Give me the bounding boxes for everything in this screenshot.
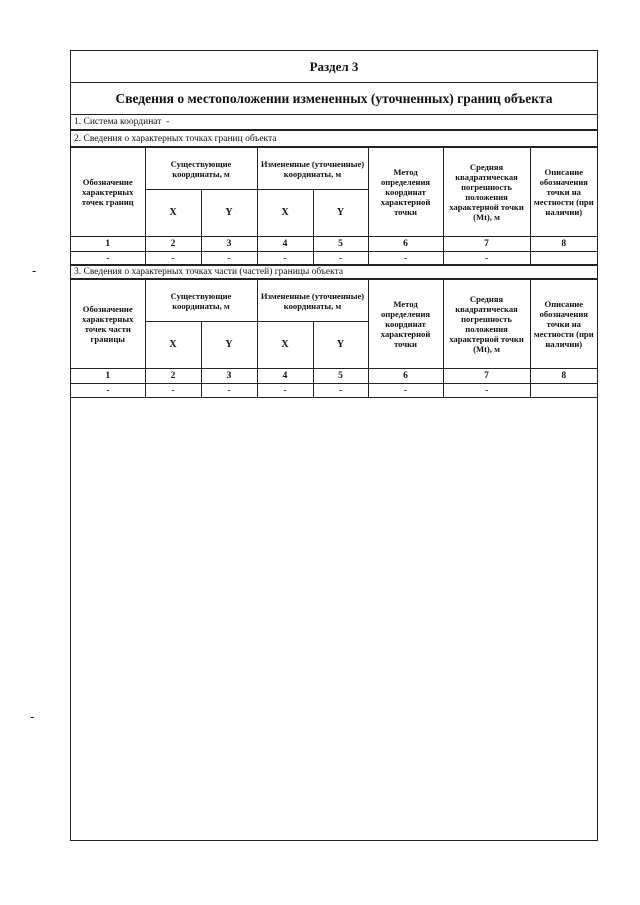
header-existing-y: Y [201, 322, 257, 369]
document-frame [70, 50, 598, 841]
header-method: Метод определения координат характерной точки [368, 148, 443, 237]
header-existing-x: X [145, 322, 201, 369]
margin-mark: - [30, 710, 35, 724]
column-number: 4 [257, 237, 313, 252]
section-heading: Раздел 3 [71, 51, 597, 83]
table-boundary-points [71, 147, 597, 266]
header-existing-x: X [145, 190, 201, 237]
column-numbers-row [71, 237, 597, 252]
table-cell: - [145, 384, 201, 398]
column-number: 2 [145, 369, 201, 384]
column-number: 1 [71, 237, 145, 252]
coord-system-label: 1. Система координат [74, 117, 162, 127]
column-number: 5 [313, 369, 368, 384]
table-part-boundary-points [71, 279, 597, 398]
header-description: Описание обозначения точки на местности (при наличии) [530, 148, 597, 237]
column-number: 4 [257, 369, 313, 384]
table-cell: - [368, 252, 443, 266]
column-number: 6 [368, 237, 443, 252]
header-designation: Обозначение характерных точек части границы [71, 280, 145, 369]
document-title: Сведения о местоположении измененных (уточненных) границ объекта [71, 83, 597, 115]
table-cell: - [201, 252, 257, 266]
table-cell [530, 384, 597, 398]
table-cell: - [71, 384, 145, 398]
column-number: 3 [201, 369, 257, 384]
margin-mark: - [32, 264, 37, 278]
table-row [71, 384, 597, 398]
table1-caption: 2. Сведения о характерных точках границ объекта [71, 132, 597, 147]
table2-caption: 3. Сведения о характерных точках части (частей) границы объекта [71, 264, 597, 279]
coord-system-line [71, 115, 597, 130]
column-number: 1 [71, 369, 145, 384]
column-number: 6 [368, 369, 443, 384]
table-cell: - [257, 384, 313, 398]
header-existing-y: Y [201, 190, 257, 237]
table-cell: - [71, 252, 145, 266]
header-existing-coords: Существующие координаты, м [145, 280, 257, 322]
column-number: 5 [313, 237, 368, 252]
table-cell: - [257, 252, 313, 266]
table-cell: - [443, 252, 530, 266]
table-cell: - [145, 252, 201, 266]
header-description: Описание обозначения точки на местности (при наличии) [530, 280, 597, 369]
coord-system-value: - [166, 117, 170, 127]
column-number: 3 [201, 237, 257, 252]
header-error: Средняя квадратическая погрешность положения характерной точки (Mt), м [443, 280, 530, 369]
column-number: 2 [145, 237, 201, 252]
table-cell: - [313, 384, 368, 398]
divider [71, 130, 597, 131]
header-changed-y: Y [313, 322, 368, 369]
column-number: 8 [530, 369, 597, 384]
table-cell: - [443, 384, 530, 398]
header-changed-coords: Измененные (уточненные) координаты, м [257, 148, 368, 190]
header-changed-x: X [257, 190, 313, 237]
header-error: Средняя квадратическая погрешность положения характерной точки (Mt), м [443, 148, 530, 237]
header-designation: Обозначение характерных точек границ [71, 148, 145, 237]
table-cell: - [313, 252, 368, 266]
column-number: 8 [530, 237, 597, 252]
header-changed-coords: Измененные (уточненные) координаты, м [257, 280, 368, 322]
column-number: 7 [443, 369, 530, 384]
header-existing-coords: Существующие координаты, м [145, 148, 257, 190]
column-numbers-row [71, 369, 597, 384]
column-number: 7 [443, 237, 530, 252]
header-method: Метод определения координат характерной точки [368, 280, 443, 369]
header-changed-y: Y [313, 190, 368, 237]
table-cell: - [201, 384, 257, 398]
table-cell: - [368, 384, 443, 398]
header-changed-x: X [257, 322, 313, 369]
